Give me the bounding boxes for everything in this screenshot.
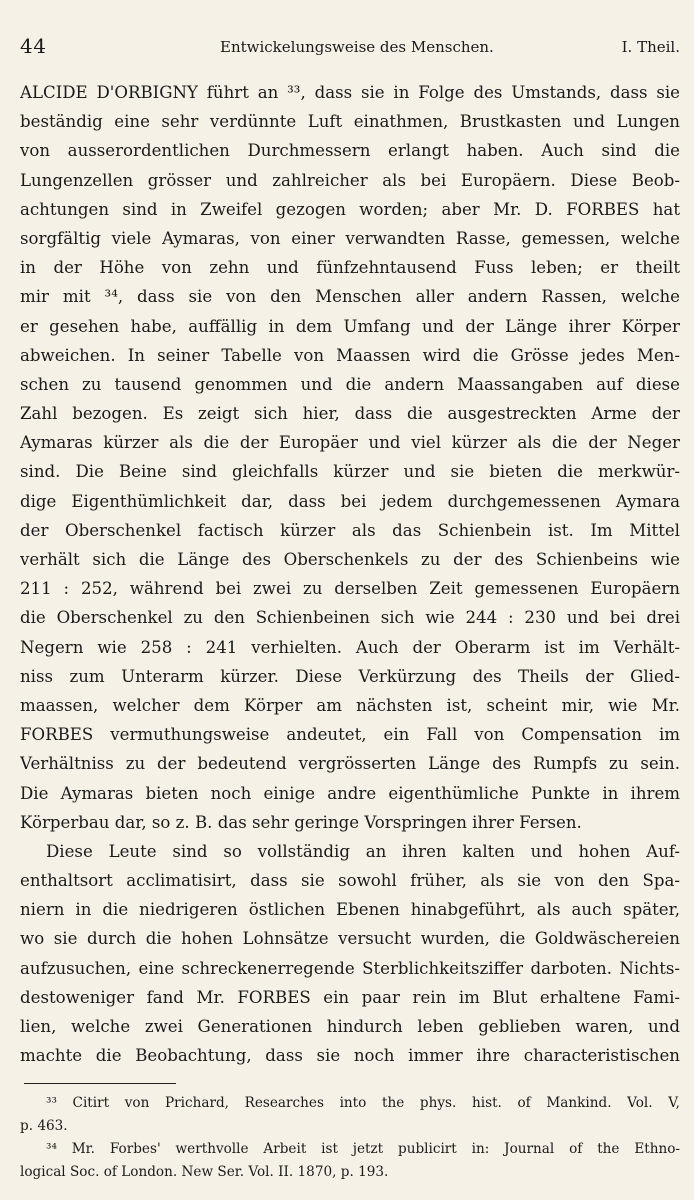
text-line: niern in die niedrigeren östlichen Ebenen hinabgeführt, als auch später, xyxy=(20,900,680,920)
text-line: niss zum Unterarm kürzer. Diese Verkürzung des Theils der Glied- xyxy=(20,666,680,686)
text-line: destoweniger fand Mr. FORBES ein paar rein im Blut erhaltene Fami- xyxy=(20,987,680,1007)
footnote-line: p. 463. xyxy=(20,1118,68,1134)
text-line: in der Höhe von zehn und fünfzehntausend Fuss leben; er theilt xyxy=(20,258,680,278)
text-line: Negern wie 258 : 241 verhielten. Auch der Oberarm ist im Verhält- xyxy=(20,637,680,657)
text-line: dige Eigenthümlichkeit dar, dass bei jedem durchgemessenen Aymara xyxy=(20,491,680,511)
text-line: FORBES vermuthungsweise andeutet, ein Fall von Compensation im xyxy=(20,725,680,745)
text-line: Verhältniss zu der bedeutend vergrösserten Länge des Rumpfs zu sein. xyxy=(20,754,680,774)
text-line: Lungenzellen grösser und zahlreicher als bei Europäern. Diese Beob- xyxy=(20,170,680,190)
text-line: mir mit ³⁴, dass sie von den Menschen aller andern Rassen, welche xyxy=(20,287,680,307)
running-title: Entwickelungsweise des Menschen. xyxy=(220,38,494,56)
text-line: sorgfältig viele Aymaras, von einer verwandten Rasse, gemessen, welche xyxy=(20,228,680,248)
text-line: wo sie durch die hohen Lohnsätze versucht wurden, die Goldwäschereien xyxy=(20,929,680,949)
footnote-line: ³⁴ Mr. Forbes' werthvolle Arbeit ist jetzt publicirt in: Journal of the Ethno- xyxy=(46,1141,680,1157)
footnote-divider xyxy=(24,1083,176,1084)
text-line: aufzusuchen, eine schreckenerregende Sterblichkeitsziffer darboten. Nichts- xyxy=(20,958,680,978)
footnotes xyxy=(20,1092,680,1184)
text-line: der Oberschenkel factisch kürzer als das Schienbein ist. Im Mittel xyxy=(20,520,680,540)
text-line: Diese Leute sind so vollständig an ihren kalten und hohen Auf- xyxy=(46,841,680,861)
text-line: Zahl bezogen. Es zeigt sich hier, dass die ausgestreckten Arme der xyxy=(20,404,680,424)
footnote-line: logical Soc. of London. New Ser. Vol. II. 1870, p. 193. xyxy=(20,1164,389,1180)
text-line: die Oberschenkel zu den Schienbeinen sich wie 244 : 230 und bei drei xyxy=(20,608,680,628)
text-line: ALCIDE D'ORBIGNY führt an ³³, dass sie in Folge des Umstands, dass sie xyxy=(20,83,680,102)
text-line: achtungen sind in Zweifel gezogen worden; aber Mr. D. FORBES hat xyxy=(20,199,680,219)
text-line: sind. Die Beine sind gleichfalls kürzer und sie bieten die merkwür- xyxy=(20,462,680,482)
text-line: enthaltsort acclimatisirt, dass sie sowohl früher, als sie von den Spa- xyxy=(20,871,680,891)
text-line: Körperbau dar, so z. B. das sehr geringe Vorspringen ihrer Fersen. xyxy=(20,812,582,832)
text-line: schen zu tausend genommen und die andern Maassangaben auf diese xyxy=(20,374,680,394)
text-line: von ausserordentlichen Durchmessern erlangt haben. Auch sind die xyxy=(20,141,680,161)
text-line: beständig eine sehr verdünnte Luft einathmen, Brustkasten und Lungen xyxy=(20,112,680,132)
text-line: er gesehen habe, auffällig in dem Umfang und der Länge ihrer Körper xyxy=(20,316,680,336)
page-number: 44 xyxy=(20,34,47,58)
text-line: maassen, welcher dem Körper am nächsten ist, scheint mir, wie Mr. xyxy=(20,695,680,715)
footnote-line: ³³ Citirt von Prichard, Researches into the phys. hist. of Mankind. Vol. V, xyxy=(46,1095,680,1111)
text-line: abweichen. In seiner Tabelle von Maassen wird die Grösse jedes Men- xyxy=(20,345,680,365)
text-line: Aymaras kürzer als die der Europäer und viel kürzer als die der Neger xyxy=(20,433,680,453)
text-line: verhält sich die Länge des Oberschenkels zu der des Schienbeins wie xyxy=(20,550,680,569)
body-text xyxy=(20,78,680,1070)
text-line: lien, welche zwei Generationen hindurch leben geblieben waren, und xyxy=(20,1017,680,1036)
text-line: 211 : 252, während bei zwei zu derselben Zeit gemessenen Europäern xyxy=(20,579,680,599)
page-header xyxy=(20,34,680,64)
text-line: machte die Beobachtung, dass sie noch immer ihre characteristischen xyxy=(20,1046,680,1066)
text-line: Die Aymaras bieten noch einige andre eigenthümliche Punkte in ihrem xyxy=(20,783,680,803)
part-label: I. Theil. xyxy=(621,38,680,56)
